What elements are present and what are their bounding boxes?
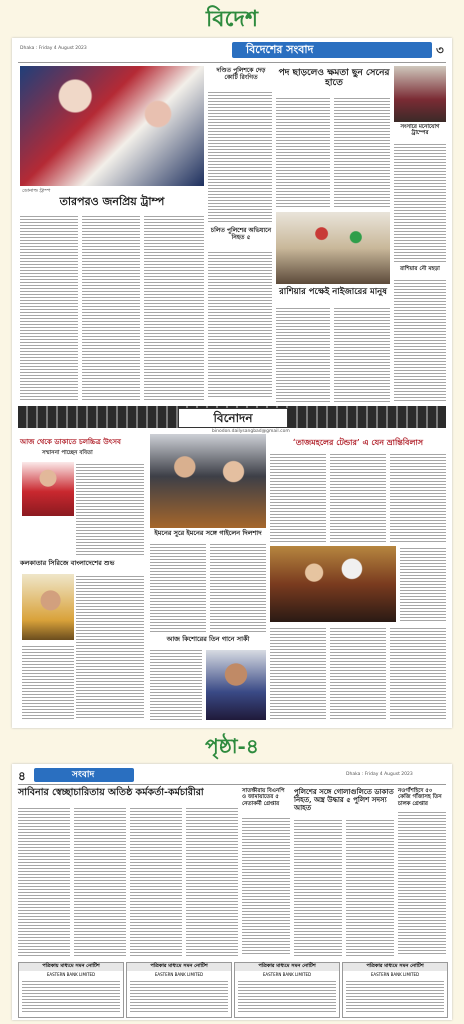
section-banner-bideshi: বিদেশ [206, 6, 258, 32]
page-number: ৩ [436, 43, 444, 57]
page-number: ৪ [18, 769, 26, 783]
notice-title: পত্রিকার মাধ্যমে সমন নোটিশ [127, 963, 231, 971]
actress-photo [22, 462, 74, 516]
binodon-title: বিনোদন [178, 408, 288, 428]
divider [18, 62, 446, 63]
subhead-festival: সম্মাননা পাচ্ছেন ববিতা [42, 450, 93, 456]
actor-photo [22, 574, 74, 640]
article-text [208, 90, 272, 224]
article-text [18, 806, 70, 956]
singer-photo [206, 650, 266, 720]
headline-robbery: পুলিশের সঙ্গে গোলাগুলিতে ডাকাত নিহত, অস্ত্র উদ্ধার ৫ পুলিশ সদস্য আহত [294, 787, 394, 813]
summons-notice [234, 962, 340, 1018]
headline-trump: তারপরও জনপ্রিয় ট্রাম্প [59, 195, 165, 208]
masthead-bar [34, 768, 134, 782]
notice-title: পত্রিকার মাধ্যমে সমন নোটিশ [343, 963, 447, 971]
singers-duet-photo [150, 434, 266, 528]
summons-notice [342, 962, 448, 1018]
notice-bank: EASTERN BANK LIMITED [46, 972, 96, 977]
article-text [76, 462, 144, 556]
article-text [186, 806, 238, 956]
notice-text [346, 979, 444, 1014]
summons-notice [126, 962, 232, 1018]
side-headline-4: রাশিয়ার নৌ মহড়া [400, 266, 440, 272]
article-text [334, 306, 390, 402]
notice-title: পত্রিকায় মাধ্যমে সমন নোটিশ [19, 963, 123, 971]
headline-satkhira: সাতক্ষীরায় বিএনপি ও জামায়াতের ৫ নেতাকর্মী গ্রেপ্তার [242, 788, 285, 807]
headline-niger-coup: পদ ছাড়লেও ক্ষমতা ছুন সেনের হাতে [278, 68, 390, 89]
article-text [82, 214, 140, 400]
article-text [400, 546, 446, 622]
dateline: Dhaka : Friday 4 August 2023 [346, 772, 413, 777]
article-text [20, 214, 78, 400]
article-text [330, 452, 386, 544]
article-text [394, 142, 446, 262]
headline-film-festival: আজ থেকে ডাকাতে চলচ্চিত্র উৎসব [20, 437, 121, 446]
article-text [276, 96, 330, 208]
article-text [390, 452, 446, 544]
article-text [130, 806, 182, 956]
masthead: সংবাদ [72, 770, 95, 780]
side-headline-2: চলিত পুলিশের অভিযানে নিহত ৫ [210, 227, 272, 241]
side-headline-1: দণ্ডিত পুলিশকে দেড় কোটি রিংগিত [216, 67, 266, 81]
headline-sabina: সাবিনার স্বেচ্ছাচারিতায় অতিষ্ঠ কর্মকর্তা-কর্মচারীরা [18, 787, 204, 798]
article-text [398, 810, 446, 956]
article-text [270, 626, 326, 720]
notice-title: পত্রিকার মাধ্যমে সমন নোটিশ [235, 963, 339, 971]
dateline: Dhaka : Friday 4 August 2023 [20, 46, 87, 51]
article-text [334, 96, 390, 208]
headline-calcutta-series: কলকাতার সিরিজে বাংলাদেশের শুভ [20, 559, 115, 567]
stage-play-photo [270, 546, 396, 622]
newspaper-page-3 [12, 38, 452, 728]
niger-protest-photo [276, 212, 390, 284]
article-text [294, 818, 342, 956]
article-text [346, 818, 394, 956]
section-header-bar [232, 42, 432, 58]
article-text [22, 644, 74, 720]
section-title: বিদেশের সংবাদ [246, 43, 314, 56]
binodon-email: binodon.dailysangbad@gmail.com [212, 429, 290, 434]
article-text [394, 278, 446, 402]
notice-bank: EASTERN BANK LIMITED [262, 972, 312, 977]
article-text [74, 806, 126, 956]
article-text [76, 574, 144, 720]
binodon-film-strip [18, 406, 446, 428]
section-banner-page-4: পৃষ্ঠা-৪ [205, 734, 259, 758]
notice-text [130, 979, 228, 1014]
article-text [150, 648, 202, 720]
headline-duet: ইমনের সুরে ইমনের সঙ্গে গাইলেন দিলশাদ [154, 529, 262, 537]
newspaper-page-4 [12, 764, 452, 1020]
notice-bank: EASTERN BANK LIMITED [370, 972, 420, 977]
article-text [208, 250, 272, 398]
divider [18, 784, 446, 785]
couple-photo [394, 66, 446, 122]
article-text [390, 626, 446, 720]
headline-naogaon: নওগাঁশহিদে ৫০ কেজি গাঁজাসহ তিন চালক গ্রেপ্তার [398, 788, 442, 807]
trump-rally-photo [20, 66, 204, 186]
article-text [210, 542, 266, 632]
article-text [144, 214, 204, 400]
photo-caption: ডোনাল্ড ট্রাম্প [22, 188, 51, 194]
headline-taj-tender: ‘তাজমহলের টেন্ডার’ এ যেন ভ্রান্তিবিলাস [292, 437, 424, 447]
article-text [270, 452, 326, 544]
summons-notice [18, 962, 124, 1018]
article-text [242, 816, 290, 956]
side-headline-3: সংসারে মনোযোগ ট্রাম্পের [400, 124, 440, 137]
article-text [150, 542, 206, 632]
headline-kishore-songs: আজ কিশোরের তিন গানে সাকী [166, 635, 250, 643]
notice-bank: EASTERN BANK LIMITED [154, 972, 204, 977]
headline-russia-niger: রাশিয়ার পক্ষেই নাইজারের মানুষ [279, 287, 387, 297]
article-text [330, 626, 386, 720]
notice-text [238, 979, 336, 1014]
article-text [276, 306, 330, 402]
notice-text [22, 979, 120, 1014]
